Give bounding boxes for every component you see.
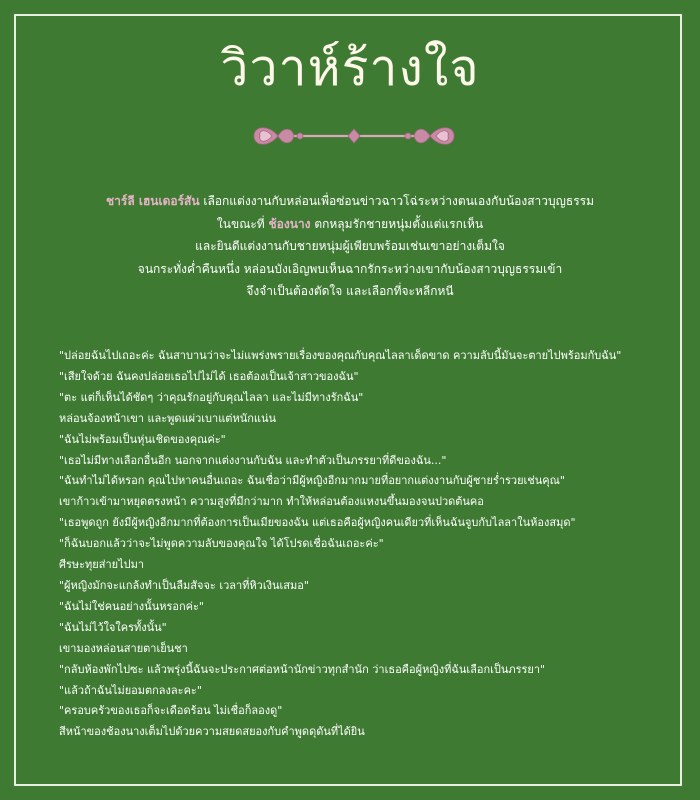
dialogue-line: "เธอพูดถูก ยังมีผู้หญิงอีกมากที่ต้องการเป็นเมียของฉัน แต่เธอคือผู้หญิงคนเดียวที่เห็นฉันจูบกับไลลาในห้องสมุด" xyxy=(59,516,576,530)
dialogue-line: "ฉันไม่ใช่คนอย่างนั้นหรอกค่ะ" xyxy=(59,599,204,613)
synopsis-line xyxy=(0,190,700,213)
dialogue-line: "เธอไม่มีทางเลือกอื่นอีก นอกจากแต่งงานกับฉัน และทำตัวเป็นภรรยาที่ดีของฉัน..." xyxy=(59,453,447,467)
character-name-chongnang: ช้องนาง xyxy=(268,216,311,231)
dialogue-line: สีหน้าของช้องนางเต็มไปด้วยความสยดสยองกับคำพูดดุดันที่ได้ยิน xyxy=(59,725,365,739)
synopsis-line: และยินดีแต่งงานกับชายหนุ่มผู้เพียบพร้อมเช่นเขาอย่างเต็มใจ xyxy=(195,239,505,253)
synopsis-line xyxy=(0,213,700,236)
synopsis-text: เลือกแต่งงานกับหล่อนเพื่อซ่อนข่าวฉาวโฉ่ระหว่างตนเองกับน้องสาวบุญธรรม xyxy=(199,194,594,208)
dialogue-line: "ผู้หญิงมักจะแกล้งทำเป็นลืมสัจจะ เวลาที่หิวเงินเสมอ" xyxy=(59,578,309,592)
synopsis-block xyxy=(0,190,700,303)
dialogue-line: "เสียใจด้วย ฉันคงปล่อยเธอไปไม่ได้ เธอต้องเป็นเจ้าสาวของฉัน" xyxy=(59,369,359,383)
synopsis-line: จนกระทั่งค่ำคืนหนึ่ง หล่อนบังเอิญพบเห็นฉากรักระหว่างเขากับน้องสาวบุญธรรมเข้า xyxy=(137,261,563,276)
dialogue-line: เขาก้าวเข้ามาหยุดตรงหน้า ความสูงที่มีกว่ามาก ทำให้หล่อนต้องแหงนขึ้นมองจนปวดต้นคอ xyxy=(59,495,484,509)
dialogue-line: "ก็ฉันบอกแล้วว่าจะไม่พูดความลับของคุณใจ ได้โปรดเชื่อฉันเถอะค่ะ" xyxy=(59,537,384,551)
dialogue-line: "แล้วถ้าฉันไม่ยอมตกลงละคะ" xyxy=(59,683,202,697)
dialogue-line: "ตะ แต่ก็เห็นได้ชัดๆ ว่าคุณรักอยู่กับคุณไลลา และไม่มีทางรักฉัน" xyxy=(59,390,364,404)
dialogue-line: "ฉันไม่ไว้ใจใครทั้งนั้น" xyxy=(59,620,167,634)
synopsis-text: ในขณะที่ xyxy=(216,216,269,231)
dialogue-line: ศีรษะทุยส่ายไปมา xyxy=(59,558,145,572)
synopsis-line: จึงจำเป็นต้องตัดใจ และเลือกที่จะหลีกหนี xyxy=(246,284,454,298)
synopsis-text: ตกหลุมรักชายหนุ่มตั้งแต่แรกเห็น xyxy=(310,216,484,231)
dialogue-line: หล่อนจ้องหน้าเขา และพูดแผ่วเบาแต่หนักแน่น xyxy=(59,411,276,425)
dialogue-excerpt xyxy=(59,346,679,743)
dialogue-line: "ครอบครัวของเธอก็จะเดือดร้อน ไม่เชื่อก็ลองดู" xyxy=(59,704,283,718)
decorative-scroll-divider-icon xyxy=(248,118,460,154)
dialogue-line: "ฉันไม่พร้อมเป็นหุ่นเชิดของคุณค่ะ" xyxy=(59,432,226,446)
dialogue-line: เขามองหล่อนสายตาเย็นชา xyxy=(59,641,188,655)
dialogue-line: "ปล่อยฉันไปเถอะค่ะ ฉันสาบานว่าจะไม่แพร่งพรายเรื่องของคุณกับคุณไลลาเด็ดขาด ความลับนี้มันจะตายไปพร้อมกับฉัน" xyxy=(59,349,622,362)
dialogue-line: "กลับห้องพักไปซะ แล้วพรุ่งนี้ฉันจะประกาศต่อหน้านักข่าวทุกสำนัก ว่าเธอคือผู้หญิงที่ฉันเลือกเป็นภรรยา" xyxy=(59,662,546,676)
character-name-charlie: ชาร์ลี เฮนเดอร์สัน xyxy=(106,194,200,208)
book-title: วิวาห์ร้างใจ xyxy=(220,39,480,97)
dialogue-line: "ฉันทำไม่ได้หรอก คุณไปหาคนอื่นเถอะ ฉันเชื่อว่ามีผู้หญิงอีกมากมายที่อยากแต่งงานกับผู้ชายร่ำรวยเช่นคุณ" xyxy=(59,474,565,488)
